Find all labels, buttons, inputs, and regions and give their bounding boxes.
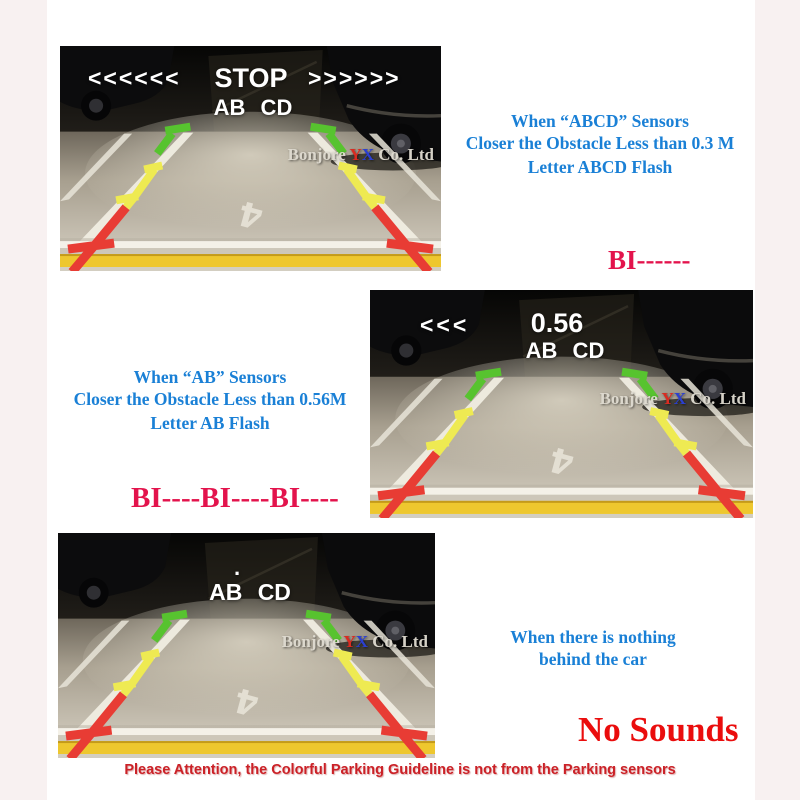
watermark-x: X	[355, 632, 369, 651]
watermark	[288, 145, 434, 165]
caption-line: Letter AB Flash	[150, 413, 270, 433]
caption-line: When there is nothing	[510, 627, 676, 647]
osd-sensor-letters: AB CD	[525, 338, 605, 363]
caption-line: When “ABCD” Sensors	[511, 111, 689, 131]
watermark-name: Bonjore	[281, 632, 340, 651]
caption-abcd-sensors	[440, 110, 760, 178]
caption-ab-sensors	[40, 366, 380, 434]
watermark-y: Y	[343, 632, 356, 651]
watermark	[600, 389, 746, 409]
watermark-y: Y	[661, 389, 674, 408]
caption-line: Closer the Obstacle Less than 0.3 M	[465, 133, 735, 153]
osd-left-arrows: <<<<<<	[88, 65, 181, 91]
warning-footer: Please Attention, the Colorful Parking Guideline is not from the Parking sensors	[124, 762, 676, 778]
caption-nothing-behind	[443, 626, 743, 670]
sound-indicator-ab: BI----BI----BI----	[131, 482, 339, 514]
caption-line: behind the car	[539, 649, 647, 669]
osd-sensor-letters: AB CD	[213, 95, 293, 120]
no-sounds-label: No Sounds	[578, 710, 739, 749]
osd-left-arrows: <<<	[420, 312, 470, 338]
rear-camera-view-clear	[58, 533, 435, 758]
osd-stop-text: STOP	[214, 63, 288, 93]
rear-camera-view-abcd	[60, 46, 441, 271]
watermark-x: X	[673, 389, 687, 408]
osd-sensor-letters: AB CD	[209, 579, 291, 605]
watermark-suffix: Co. Ltd	[372, 632, 428, 651]
watermark-suffix: Co. Ltd	[378, 145, 434, 164]
osd-dot: .	[234, 555, 241, 580]
caption-line: Closer the Obstacle Less than 0.56M	[73, 389, 347, 409]
watermark-name: Bonjore	[287, 145, 346, 164]
watermark	[282, 632, 428, 652]
watermark-name: Bonjore	[599, 389, 658, 408]
watermark-y: Y	[349, 145, 362, 164]
watermark-x: X	[361, 145, 375, 164]
caption-line: Letter ABCD Flash	[527, 157, 673, 177]
osd-right-arrows: >>>>>>	[308, 65, 401, 91]
caption-line: When “AB” Sensors	[133, 367, 287, 387]
sound-indicator-abcd: BI------	[608, 245, 691, 275]
rear-camera-view-ab	[370, 290, 753, 518]
watermark-suffix: Co. Ltd	[690, 389, 746, 408]
osd-distance-text: 0.56	[530, 308, 584, 338]
